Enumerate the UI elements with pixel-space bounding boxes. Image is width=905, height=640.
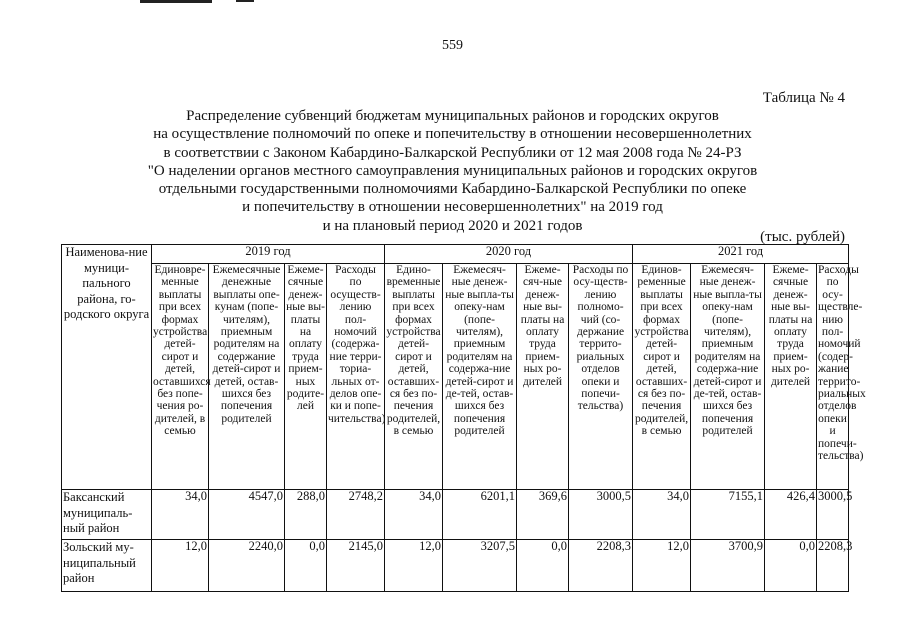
table-cell: 34,0 (633, 490, 691, 540)
subheader-2021-monthly-guardians: Ежемесяч-ные денеж-ные выпла-ты опеку-нам (попе-чителям), приемным родителям на содержа-ние детей-сирот и де-тей, остав-шихся без попечения родителей (691, 264, 765, 490)
title-line: отдельными государственными полномочиями Кабардино-Балкарской Республики по опеке (158, 181, 747, 198)
table-cell: 0,0 (517, 540, 569, 592)
year-header-2021: 2021 год (633, 245, 849, 264)
title-line: Распределение субвенций бюджетам муниципальных районов и городских округов (186, 108, 719, 124)
page-number: 559 (442, 38, 463, 53)
row-name: Баксанский муниципаль-ный район (62, 490, 152, 540)
table-cell: 2208,3 (817, 540, 849, 592)
table-cell: 34,0 (385, 490, 443, 540)
title-line: "О наделении органов местного самоуправления муниципальных районов и городских округов (147, 162, 758, 179)
subheader-2019-expenses: Расходы по осуществ-лению пол-номочий (содержа-ние терри-ториа-льных от-делов опе-ки и попе-чительства) (327, 264, 385, 490)
table-cell: 0,0 (285, 540, 327, 592)
title-line: и на плановый период 2020 и 2021 годов (322, 217, 583, 234)
title-line: в соответствии с Законом Кабардино-Балкарской Республики от 12 мая 2008 года № 24-РЗ (163, 144, 742, 161)
table-cell: 2748,2 (327, 490, 385, 540)
table-cell: 34,0 (152, 490, 209, 540)
units-label: (тыс. рублей) (760, 229, 845, 245)
subheader-2020-lump-sum: Едино-временные выплаты при всех формах устройства детей-сирот и детей, оставших-ся без по-печения родителей, в семью (385, 264, 443, 490)
table-cell: 12,0 (633, 540, 691, 592)
table-cell: 7155,1 (691, 490, 765, 540)
subheader-2019-monthly-foster: Ежеме-сячные денеж-ные вы-платы на оплату труда прием-ных родите-лей (285, 264, 327, 490)
subheader-2020-monthly-guardians: Ежемесяч-ные денеж-ные выпла-ты опеку-нам (попе-чителям), приемным родителям на содержа-ние детей-сирот и де-тей, остав-шихся без попечения родителей (443, 264, 517, 490)
table-cell: 2240,0 (209, 540, 285, 592)
table-cell: 288,0 (285, 490, 327, 540)
table-cell: 12,0 (385, 540, 443, 592)
subheader-2019-monthly-guardians: Ежемесячные денежные выплаты опе-кунам (попе-чителям), приемным родителям на содержание детей-сирот и детей, остав-шихся без попечения родителей (209, 264, 285, 490)
table-cell: 3000,5 (817, 490, 849, 540)
year-header-2020: 2020 год (385, 245, 633, 264)
year-header-2019: 2019 год (152, 245, 385, 264)
table-cell: 3207,5 (443, 540, 517, 592)
subheader-2021-monthly-foster: Ежеме-сячные денеж-ные вы-платы на оплату труда прием-ных ро-дителей (765, 264, 817, 490)
subheader-2021-expenses: Расходы по осу-ществле-нию пол-номочий (содер-жание террито-риальных отделов опеки и попечи-тельства) (817, 264, 849, 490)
document-title (80, 107, 825, 235)
table-cell: 426,4 (765, 490, 817, 540)
table-label: Таблица № 4 (762, 90, 845, 106)
table-cell: 2145,0 (327, 540, 385, 592)
scan-artifact (140, 0, 212, 3)
table-cell: 6201,1 (443, 490, 517, 540)
table-row (62, 490, 849, 540)
subheader-2021-lump-sum: Единов-ременные выплаты при всех формах устройства детей-сирот и детей, оставших-ся без по-печения родителей, в семью (633, 264, 691, 490)
subvention-table (61, 244, 866, 592)
subheader-2019-lump-sum: Единовре-менные выплаты при всех формах устройства детей-сирот и детей, оставшихся без попе-чения ро-дителей, в семью (152, 264, 209, 490)
table-cell: 369,6 (517, 490, 569, 540)
title-line: на осуществление полномочий по опеке и попечительству в отношении несовершеннолетних (153, 126, 752, 143)
table-cell: 4547,0 (209, 490, 285, 540)
column-header-name: Наименова-ние муници-пального района, го-родского округа (62, 245, 152, 490)
table-cell: 2208,3 (569, 540, 633, 592)
subheader-2020-expenses: Расходы по осу-ществ-лению полномо-чий (со-держание террито-риальных отделов опеки и попечи-тельства) (569, 264, 633, 490)
table-row (62, 540, 849, 592)
table-cell: 3700,9 (691, 540, 765, 592)
table-cell: 0,0 (765, 540, 817, 592)
table-cell: 12,0 (152, 540, 209, 592)
row-name: Зольский му-ниципальный район (62, 540, 152, 592)
scan-artifact (236, 0, 254, 2)
subheader-2020-monthly-foster: Ежеме-сяч-ные денеж-ные вы-платы на оплату труда прием-ных ро-дителей (517, 264, 569, 490)
title-line: и попечительству в отношении несовершеннолетних" на 2019 год (242, 199, 663, 216)
table-cell: 3000,5 (569, 490, 633, 540)
